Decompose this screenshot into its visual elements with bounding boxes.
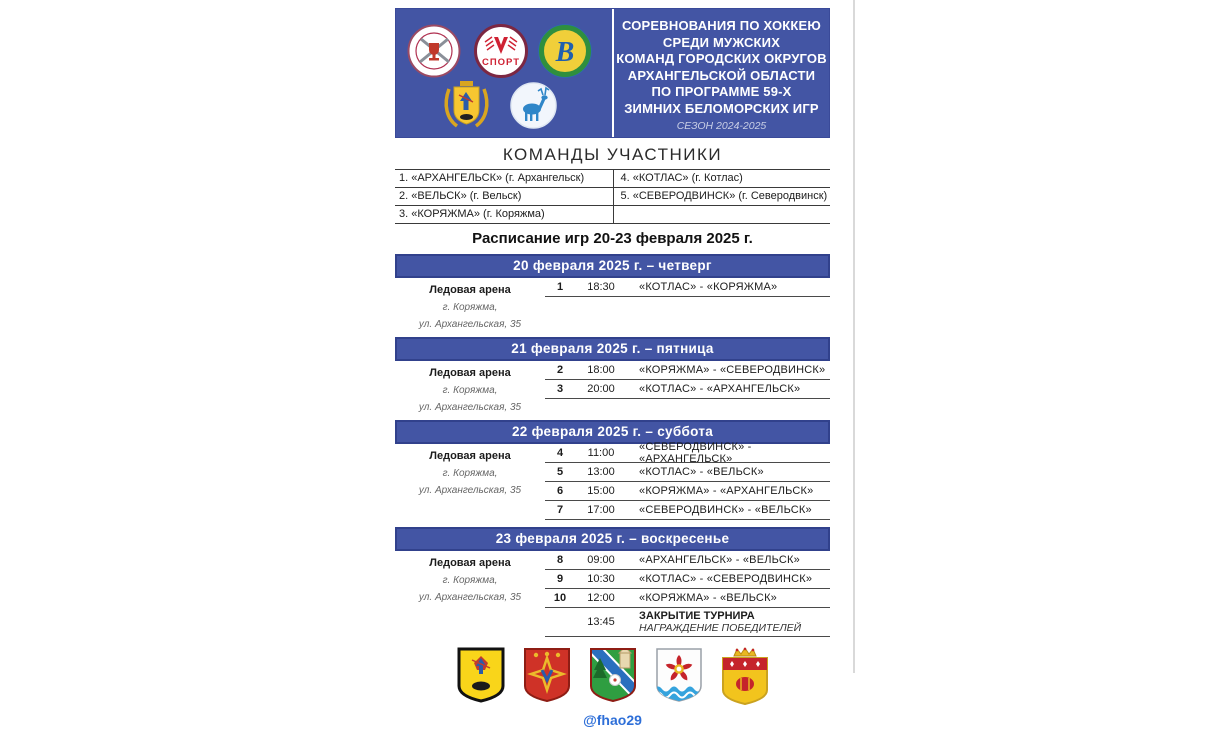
- title-line: ПО ПРОГРАММЕ 59-Х: [651, 84, 792, 99]
- day-block-saturday: [395, 420, 830, 520]
- title-line: АРХАНГЕЛЬСКОЙ ОБЛАСТИ: [627, 67, 816, 83]
- venue-info: [395, 278, 545, 330]
- severodvinsk-crest-icon: [522, 646, 572, 704]
- venue-name: Ледовая арена: [429, 557, 511, 569]
- poster-content: [395, 8, 830, 729]
- city-crests-row: [395, 646, 830, 704]
- venue-info: [395, 444, 545, 520]
- game-match: «СЕВЕРОДВИНСК» - «АРХАНГЕЛЬСК»: [639, 441, 752, 465]
- teams-heading: КОМАНДЫ УЧАСТНИКИ: [502, 145, 723, 164]
- venue-address: ул. Архангельская, 35: [418, 592, 522, 603]
- game-time: 18:00: [587, 364, 615, 376]
- title-line: ЗИМНИХ БЕЛОМОРСКИХ ИГР: [624, 100, 819, 116]
- svg-text:В: В: [555, 37, 575, 68]
- games-list: [545, 441, 830, 520]
- game-number: 3: [556, 383, 564, 395]
- games-list: [545, 361, 830, 413]
- teams-row: [395, 206, 830, 224]
- game-number: 5: [556, 466, 564, 478]
- game-number: 1: [556, 281, 564, 293]
- arkhangelsk-city-crest-icon: [456, 646, 506, 704]
- page-edge-divider: [853, 0, 855, 673]
- closing-time: 13:45: [587, 616, 615, 628]
- velsk-crest-icon: [654, 646, 704, 704]
- closing-text: [627, 610, 830, 634]
- vodnik-icon: [538, 24, 592, 83]
- closing-subtitle: НАГРАЖДЕНИЕ ПОБЕДИТЕЛЕЙ: [639, 622, 802, 634]
- day-body: [395, 361, 830, 413]
- game-row: [545, 380, 830, 399]
- day-body: [395, 441, 830, 520]
- venue-city: г. Коряжма,: [442, 468, 498, 479]
- sport-icon: [474, 24, 528, 83]
- game-match: «АРХАНГЕЛЬСК» - «ВЕЛЬСК»: [639, 554, 800, 566]
- day-block-friday: [395, 337, 830, 413]
- day-header: 22 февраля 2025 г. – суббота: [395, 420, 830, 444]
- game-match: «КОРЯЖМА» - «ВЕЛЬСК»: [639, 592, 778, 604]
- venue-address: ул. Архангельская, 35: [418, 485, 522, 496]
- team-cell: 3. «КОРЯЖМА» (г. Коряжма): [399, 208, 545, 220]
- day-body: [395, 551, 830, 637]
- venue-name: Ледовая арена: [429, 284, 511, 296]
- header-logos: [396, 9, 612, 137]
- game-match: «КОРЯЖМА» - «АРХАНГЕЛЬСК»: [639, 485, 814, 497]
- venue-city: г. Коряжма,: [442, 302, 498, 313]
- team-cell: 1. «АРХАНГЕЛЬСК» (г. Архангельск): [399, 172, 585, 184]
- game-time: 13:00: [587, 466, 615, 478]
- team-cell: 2. «ВЕЛЬСК» (г. Вельск): [399, 190, 522, 202]
- venue-address: ул. Архангельская, 35: [418, 402, 522, 413]
- closing-ceremony-row: [545, 608, 830, 637]
- day-body: [395, 278, 830, 330]
- closing-title: ЗАКРЫТИЕ ТУРНИРА: [639, 610, 755, 622]
- game-number: 9: [556, 573, 564, 585]
- teams-row: [395, 188, 830, 206]
- game-number: 8: [556, 554, 564, 566]
- game-match: «КОТЛАС» - «АРХАНГЕЛЬСК»: [639, 383, 801, 395]
- game-number: 2: [556, 364, 564, 376]
- game-row: [545, 589, 830, 608]
- game-row: [545, 501, 830, 520]
- day-header: 21 февраля 2025 г. – пятница: [395, 337, 830, 361]
- day-header: 20 февраля 2025 г. – четверг: [395, 254, 830, 278]
- title-line: СОРЕВНОВАНИЯ ПО ХОККЕЮ: [621, 18, 822, 33]
- venue-city: г. Коряжма,: [442, 385, 498, 396]
- game-number: 7: [556, 504, 564, 516]
- venue-city: г. Коряжма,: [442, 575, 498, 586]
- day-header: 23 февраля 2025 г. – воскресенье: [395, 527, 830, 551]
- games-list: [545, 551, 830, 637]
- team-cell: [613, 206, 831, 223]
- team-cell: 5. «СЕВЕРОДВИНСК» (г. Северодвинск): [613, 188, 831, 205]
- game-number: 10: [553, 592, 567, 604]
- game-time: 10:30: [587, 573, 615, 585]
- venue-info: [395, 551, 545, 637]
- deer-icon: [510, 82, 557, 134]
- game-number: 6: [556, 485, 564, 497]
- game-match: «КОРЯЖМА» - «СЕВЕРОДВИНСК»: [639, 364, 826, 376]
- team-cell: 4. «КОТЛАС» (г. Котлас): [613, 170, 831, 187]
- game-row: [545, 551, 830, 570]
- game-time: 09:00: [587, 554, 615, 566]
- title-line: СРЕДИ МУЖСКИХ: [662, 34, 781, 50]
- header-banner: [395, 8, 830, 138]
- svg-text:СПОРТ: СПОРТ: [481, 57, 521, 68]
- venue-address: ул. Архангельская, 35: [418, 319, 522, 330]
- day-block-sunday: [395, 527, 830, 637]
- tournament-title: [614, 9, 829, 137]
- game-row: [545, 278, 830, 297]
- season-label: СЕЗОН 2024-2025: [676, 120, 767, 132]
- game-time: 11:00: [587, 447, 615, 459]
- game-match: «КОТЛАС» - «КОРЯЖМА»: [639, 281, 778, 293]
- game-row: [545, 441, 830, 465]
- game-time: 12:00: [587, 592, 615, 604]
- game-match: «КОТЛАС» - «ВЕЛЬСК»: [639, 466, 764, 478]
- teams-row: [395, 170, 830, 188]
- game-time: 18:30: [587, 281, 615, 293]
- game-time: 15:00: [587, 485, 615, 497]
- game-number: 4: [556, 447, 564, 459]
- kotlas-crest-icon: [720, 646, 770, 704]
- game-time: 17:00: [587, 504, 615, 516]
- game-time: 20:00: [587, 383, 615, 395]
- game-row: [545, 361, 830, 380]
- koryazhma-crest-icon: [588, 646, 638, 704]
- hockey-federation-icon: [407, 24, 461, 83]
- game-row: [545, 570, 830, 589]
- game-match: «КОТЛАС» - «СЕВЕРОДВИНСК»: [639, 573, 813, 585]
- day-block-thursday: [395, 254, 830, 330]
- game-match: «СЕВЕРОДВИНСК» - «ВЕЛЬСК»: [639, 504, 812, 516]
- social-handle: @fhao29: [583, 712, 642, 728]
- title-line: КОМАНД ГОРОДСКИХ ОКРУГОВ: [616, 51, 827, 66]
- teams-table: [395, 169, 830, 224]
- games-list: [545, 278, 830, 330]
- venue-name: Ледовая арена: [429, 367, 511, 379]
- game-row: [545, 463, 830, 482]
- game-row: [545, 482, 830, 501]
- region-coat-of-arms-icon: [440, 79, 493, 136]
- schedule-title: Расписание игр 20-23 февраля 2025 г.: [472, 230, 753, 247]
- venue-info: [395, 361, 545, 413]
- venue-name: Ледовая арена: [429, 450, 511, 462]
